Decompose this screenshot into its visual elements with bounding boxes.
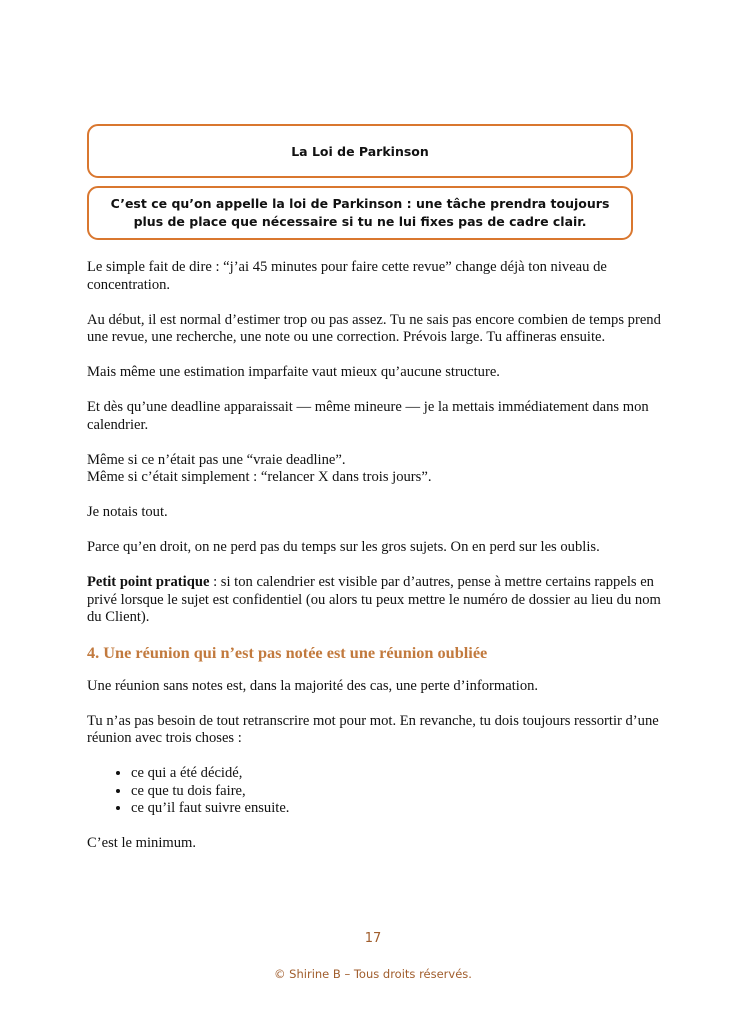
callout-title-box	[87, 124, 633, 178]
bullet-list	[87, 765, 667, 818]
paragraph: Et dès qu’une deadline apparaissait — même mineure — je la mettais immédiatement dans mon calendrier.	[87, 399, 649, 433]
list-item: • ce qui a été décidé,	[131, 765, 667, 783]
paragraph: Le simple fait de dire : “j’ai 45 minutes pour faire cette revue” change déjà ton niveau de concentration.	[87, 259, 607, 293]
callout-quote-box	[87, 186, 633, 240]
paragraph-line: Même si ce n’était pas une “vraie deadline”.	[87, 451, 346, 468]
paragraph	[87, 452, 667, 487]
copyright-footer: © Shirine B – Tous droits réservés.	[274, 967, 472, 981]
page-body	[87, 259, 667, 870]
paragraph: Je notais tout.	[87, 504, 168, 520]
list-item: • ce que tu dois faire,	[131, 783, 667, 801]
page-number: 17	[364, 931, 382, 946]
paragraph: Parce qu’en droit, on ne perd pas du temps sur les gros sujets. On en perd sur les oublis.	[87, 539, 600, 555]
section-heading: 4. Une réunion qui n’est pas notée est une réunion oubliée	[87, 643, 488, 662]
paragraph-line: Même si c’était simplement : “relancer X dans trois jours”.	[87, 469, 432, 485]
callout-quote: C’est ce qu’on appelle la loi de Parkinson : une tâche prendra toujours plus de place que nécessaire si tu ne lui fixes pas de cadre clair.	[110, 196, 610, 229]
list-item: • ce qu’il faut suivre ensuite.	[131, 800, 667, 818]
paragraph: Une réunion sans notes est, dans la majorité des cas, une perte d’information.	[87, 677, 539, 694]
callout-title: La Loi de Parkinson	[291, 143, 429, 159]
tip-paragraph	[87, 574, 667, 627]
paragraph: Tu n’as pas besoin de tout retranscrire mot pour mot. En revanche, tu dois toujours ressortir d’une réunion avec trois choses :	[87, 712, 659, 746]
paragraph: Au début, il est normal d’estimer trop ou pas assez. Tu ne sais pas encore combien de temps prend une revue, une recherche, une note ou une correction. Prévois large. Tu affineras ensuite.	[87, 311, 661, 345]
paragraph: Mais même une estimation imparfaite vaut mieux qu’aucune structure.	[87, 364, 500, 380]
closing-paragraph: C’est le minimum.	[87, 835, 197, 851]
tip-text: : si ton calendrier est visible par d’autres, pense à mettre certains rappels en privé lorsque le sujet est confidentiel (ou alors tu peux mettre le numéro de dossier au lieu du nom du Client).	[87, 574, 661, 625]
tip-label: Petit point pratique	[87, 574, 210, 590]
